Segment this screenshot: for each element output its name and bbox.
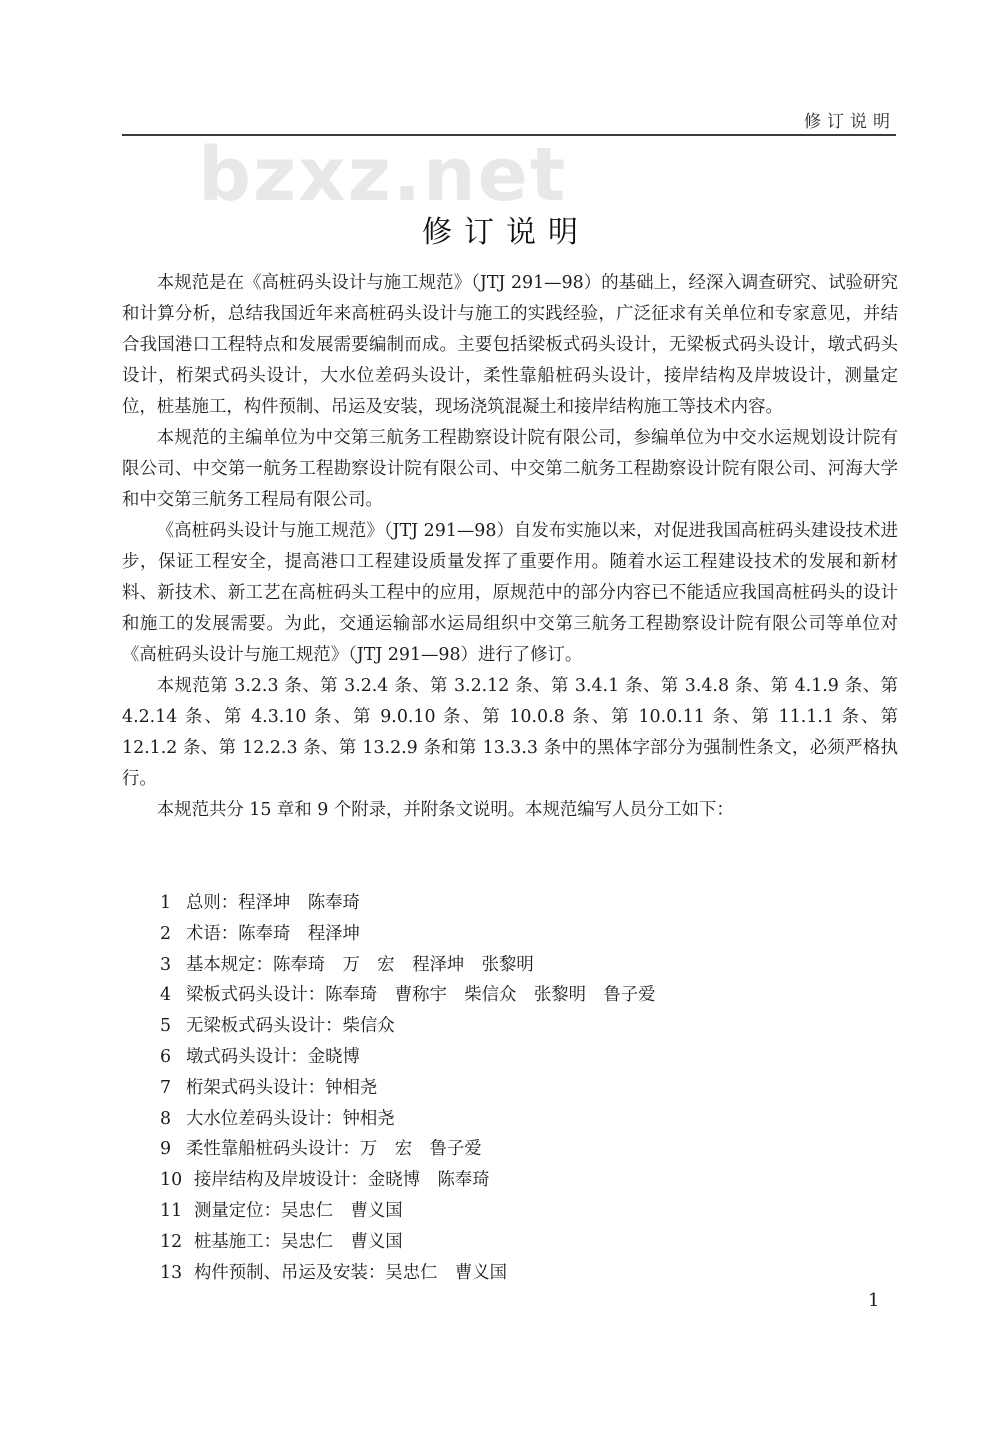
list-item (160, 1165, 656, 1196)
list-item-text: 总则：程泽坤 陈奉琦 (186, 893, 360, 913)
list-item-number: 8 (160, 1108, 172, 1129)
list-item-number: 1 (160, 893, 172, 913)
list-item-text: 术语：陈奉琦 程泽坤 (186, 923, 360, 944)
list-item (160, 1227, 656, 1258)
list-item-text: 测量定位：吴忠仁 曹义国 (194, 1200, 403, 1221)
list-item-number: 11 (160, 1200, 183, 1221)
list-item (160, 1196, 656, 1227)
paragraph-revision-background: 《高桩码头设计与施工规范》（JTJ 291—98）自发布实施以来，对促进我国高桩码头建设技术进步，保证工程安全，提高港口工程建设质量发挥了重要作用。随着水运工程建设技术的发展和新材料、新技术、新工艺在高桩码头工程中的应用，原规范中的部分内容已不能适应我国高桩码头的设计和施工的发展需要。为此，交通运输部水运局组织中交第三航务工程勘察设计院有限公司等单位对《高桩码头设计与施工规范》（JTJ 291—98）进行了修订。 (122, 521, 898, 665)
list-item (160, 1134, 656, 1165)
list-item-number: 2 (160, 923, 172, 944)
list-item (160, 1073, 656, 1104)
list-item-number: 4 (160, 985, 172, 1006)
list-item-number: 6 (160, 1046, 172, 1067)
page-number: 1 (868, 1290, 880, 1311)
list-item-text: 接岸结构及岸坡设计：金晓博 陈奉琦 (194, 1170, 490, 1191)
list-item-text: 桩基施工：吴忠仁 曹义国 (194, 1231, 403, 1252)
running-header: 修订说明 (804, 112, 896, 132)
author-division-list (160, 888, 656, 1288)
list-item-text: 构件预制、吊运及安装：吴忠仁 曹义国 (194, 1262, 508, 1283)
list-item-text: 基本规定：陈奉琦 万 宏 程泽坤 张黎明 (186, 954, 534, 975)
list-item-text: 梁板式码头设计：陈奉琦 曹称宇 柴信众 张黎明 鲁子爱 (186, 985, 656, 1006)
list-item-number: 12 (160, 1231, 183, 1252)
list-item-text: 大水位差码头设计：钟相尧 (186, 1108, 395, 1129)
watermark: bzxz.net (198, 132, 568, 218)
list-item-number: 3 (160, 954, 172, 975)
paragraph-structure: 本规范共分 15 章和 9 个附录，并附条文说明。本规范编写人员分工如下： (156, 800, 734, 820)
paragraph-mandatory-clauses: 本规范第 3.2.3 条、第 3.2.4 条、第 3.2.12 条、第 3.4.1 条、第 3.4.8 条、第 4.1.9 条、第 4.2.14 条、第 4.3.10 条、第 9.0.10 条、第 10.0.8 条、第 10.0.11 条、第 11.1.1 条、第 12.1.2 条、第 12.2.3 条、第 13.2.9 条和第 13.3.3 条中的黑体字部分为强制性条文，必须严格执行。 (122, 676, 898, 789)
list-item-number: 7 (160, 1077, 172, 1098)
body-text (122, 268, 898, 826)
list-item-number: 5 (160, 1016, 172, 1037)
list-item-text: 柔性靠船桩码头设计：万 宏 鲁子爱 (186, 1139, 482, 1160)
list-item-text: 墩式码头设计：金晓博 (186, 1046, 360, 1067)
list-item (160, 1011, 656, 1042)
list-item-number: 13 (160, 1262, 183, 1283)
list-item-text: 桁架式码头设计：钟相尧 (186, 1077, 378, 1098)
list-item (160, 919, 656, 950)
paragraph-scope: 本规范是在《高桩码头设计与施工规范》（JTJ 291—98）的基础上，经深入调查研究、试验研究和计算分析，总结我国近年来高桩码头设计与施工的实践经验，广泛征求有关单位和专家意见，并结合我国港口工程特点和发展需要编制而成。主要包括梁板式码头设计，无梁板式码头设计，墩式码头设计，桁架式码头设计，大水位差码头设计，柔性靠船桩码头设计，接岸结构及岸坡设计，测量定位，桩基施工，构件预制、吊运及安装，现场浇筑混凝土和接岸结构施工等技术内容。 (122, 273, 898, 417)
list-item (160, 1258, 656, 1289)
list-item (160, 1042, 656, 1073)
list-item (160, 888, 656, 919)
list-item-text: 无梁板式码头设计：柴信众 (186, 1016, 395, 1037)
list-item (160, 950, 656, 981)
page-title: 修订说明 (422, 215, 590, 250)
list-item-number: 9 (160, 1139, 172, 1160)
paragraph-editors: 本规范的主编单位为中交第三航务工程勘察设计院有限公司，参编单位为中交水运规划设计院有限公司、中交第一航务工程勘察设计院有限公司、中交第二航务工程勘察设计院有限公司、河海大学和中交第三航务工程局有限公司。 (122, 428, 898, 510)
list-item (160, 1104, 656, 1135)
list-item-number: 10 (160, 1170, 183, 1191)
list-item (160, 980, 656, 1011)
